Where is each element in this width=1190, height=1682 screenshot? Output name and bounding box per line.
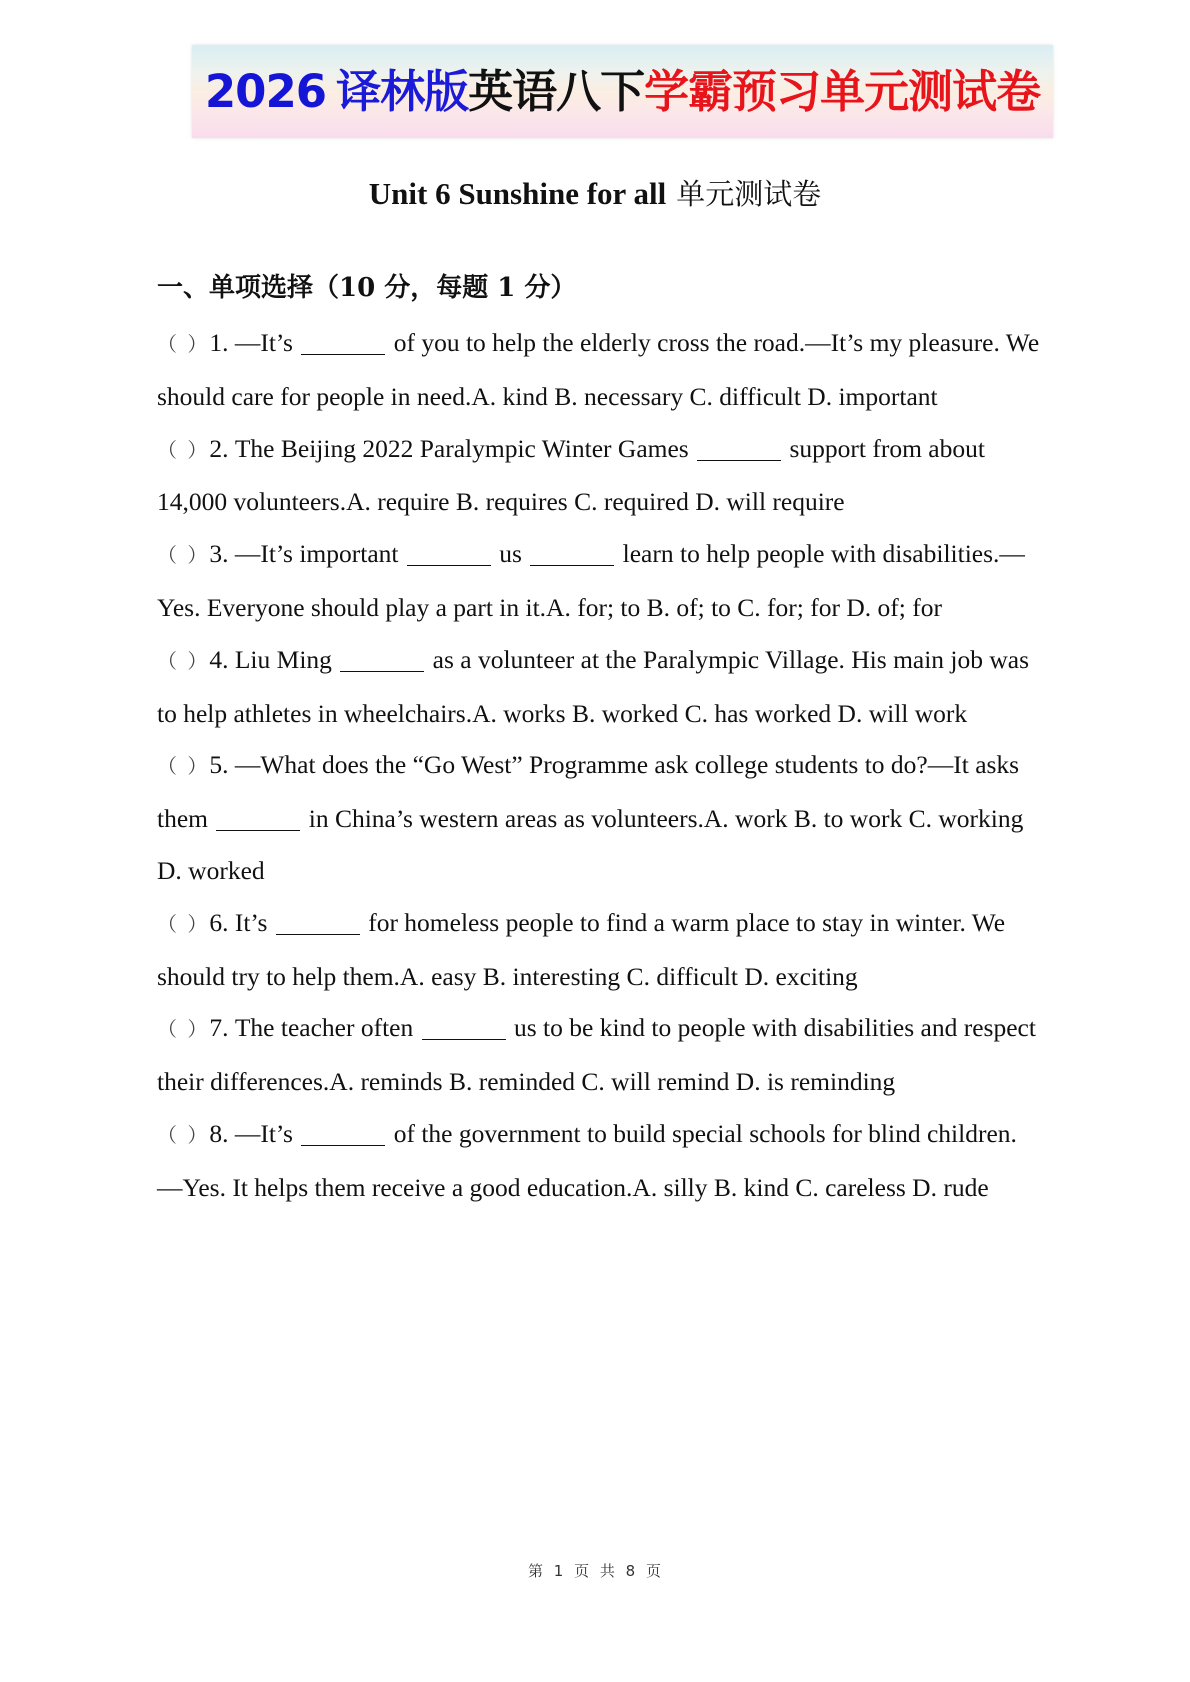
answer-blank [301, 353, 385, 355]
question-text: of you to help the elderly cross the road.—It’s my pleasure. We should care for people in need.A. kind B. necessary C. difficult D. important [157, 328, 1040, 411]
header-banner [192, 45, 1053, 138]
answer-blank [340, 670, 424, 672]
question-text: us [492, 539, 529, 569]
title-english: Unit 6 Sunshine for all [368, 176, 667, 211]
question-text: learn to help people with disabilities.—Yes. Everyone should play a part in it.A. for; to B. of; to C. for; for D. of; for [157, 539, 1025, 622]
question-text: 2. The Beijing 2022 Paralympic Winter Games [209, 433, 696, 463]
question-list [157, 317, 1042, 1214]
question-text: 3. —It’s important [209, 539, 405, 569]
answer-parentheses[interactable]: （ ） [157, 543, 210, 568]
answer-blank [407, 564, 491, 566]
question-text: for homeless people to find a warm place to stay in winter. We should try to help them.A. easy B. interesting C. difficult D. exciting [157, 907, 1006, 991]
question-text: 7. The teacher often [209, 1013, 420, 1043]
question-text: 4. Liu Ming [209, 644, 339, 674]
question-text: 8. —It’s [209, 1118, 300, 1148]
question-text: of the government to build special schools for blind children.—Yes. It helps them receive a good education.A. silly B. kind C. careless D. rude [157, 1118, 1017, 1202]
question-6 [157, 897, 1042, 1003]
answer-parentheses[interactable]: （ ） [157, 1122, 210, 1147]
banner-subject: 英语八下 [468, 65, 645, 118]
section-heading: 一、单项选择（10 分，每题 1 分） [157, 273, 577, 303]
question-7 [157, 1002, 1042, 1108]
question-2 [157, 423, 1042, 529]
answer-parentheses[interactable]: （ ） [157, 648, 210, 673]
question-text: in China’s western areas as volunteers.A. work B. to work C. working D. worked [157, 804, 1024, 885]
page-title [0, 174, 1190, 214]
title-chinese: 单元测试卷 [676, 177, 822, 211]
answer-parentheses[interactable]: （ ） [157, 437, 210, 462]
answer-parentheses[interactable]: （ ） [157, 754, 210, 779]
question-3 [157, 528, 1042, 634]
answer-parentheses[interactable]: （ ） [157, 911, 210, 936]
answer-blank [530, 564, 614, 566]
question-text: support from about 14,000 volunteers.A. require B. requires C. required D. will require [157, 433, 985, 517]
question-text: as a volunteer at the Paralympic Village. His main job was to help athletes in wheelchairs.A. works B. worked C. has worked D. will work [157, 644, 1030, 728]
answer-blank [301, 1144, 385, 1146]
question-text: 5. —What does the “Go West” Programme ask college students to do?—It asks them [157, 750, 1020, 834]
question-8 [157, 1108, 1042, 1214]
question-text: us to be kind to people with disabilities and respect their differences.A. reminds B. reminded C. will remind D. is reminding [157, 1013, 1036, 1097]
question-text: 6. It’s [209, 907, 274, 937]
answer-parentheses[interactable]: （ ） [157, 1017, 210, 1042]
page-number: 第 1 页 共 8 页 [528, 1562, 662, 1580]
question-text: 1. —It’s [209, 328, 300, 357]
question-4 [157, 634, 1042, 740]
question-5 [157, 739, 1042, 896]
answer-parentheses[interactable]: （ ） [157, 332, 210, 356]
answer-blank [276, 933, 360, 935]
banner-test-name: 学霸预习单元测试卷 [644, 65, 1041, 118]
banner-edition: 译林版 [336, 65, 469, 118]
answer-blank [697, 459, 781, 461]
question-1 [157, 317, 1042, 423]
answer-blank [216, 829, 300, 831]
answer-blank [422, 1038, 506, 1040]
banner-year: 2026 [204, 65, 327, 118]
